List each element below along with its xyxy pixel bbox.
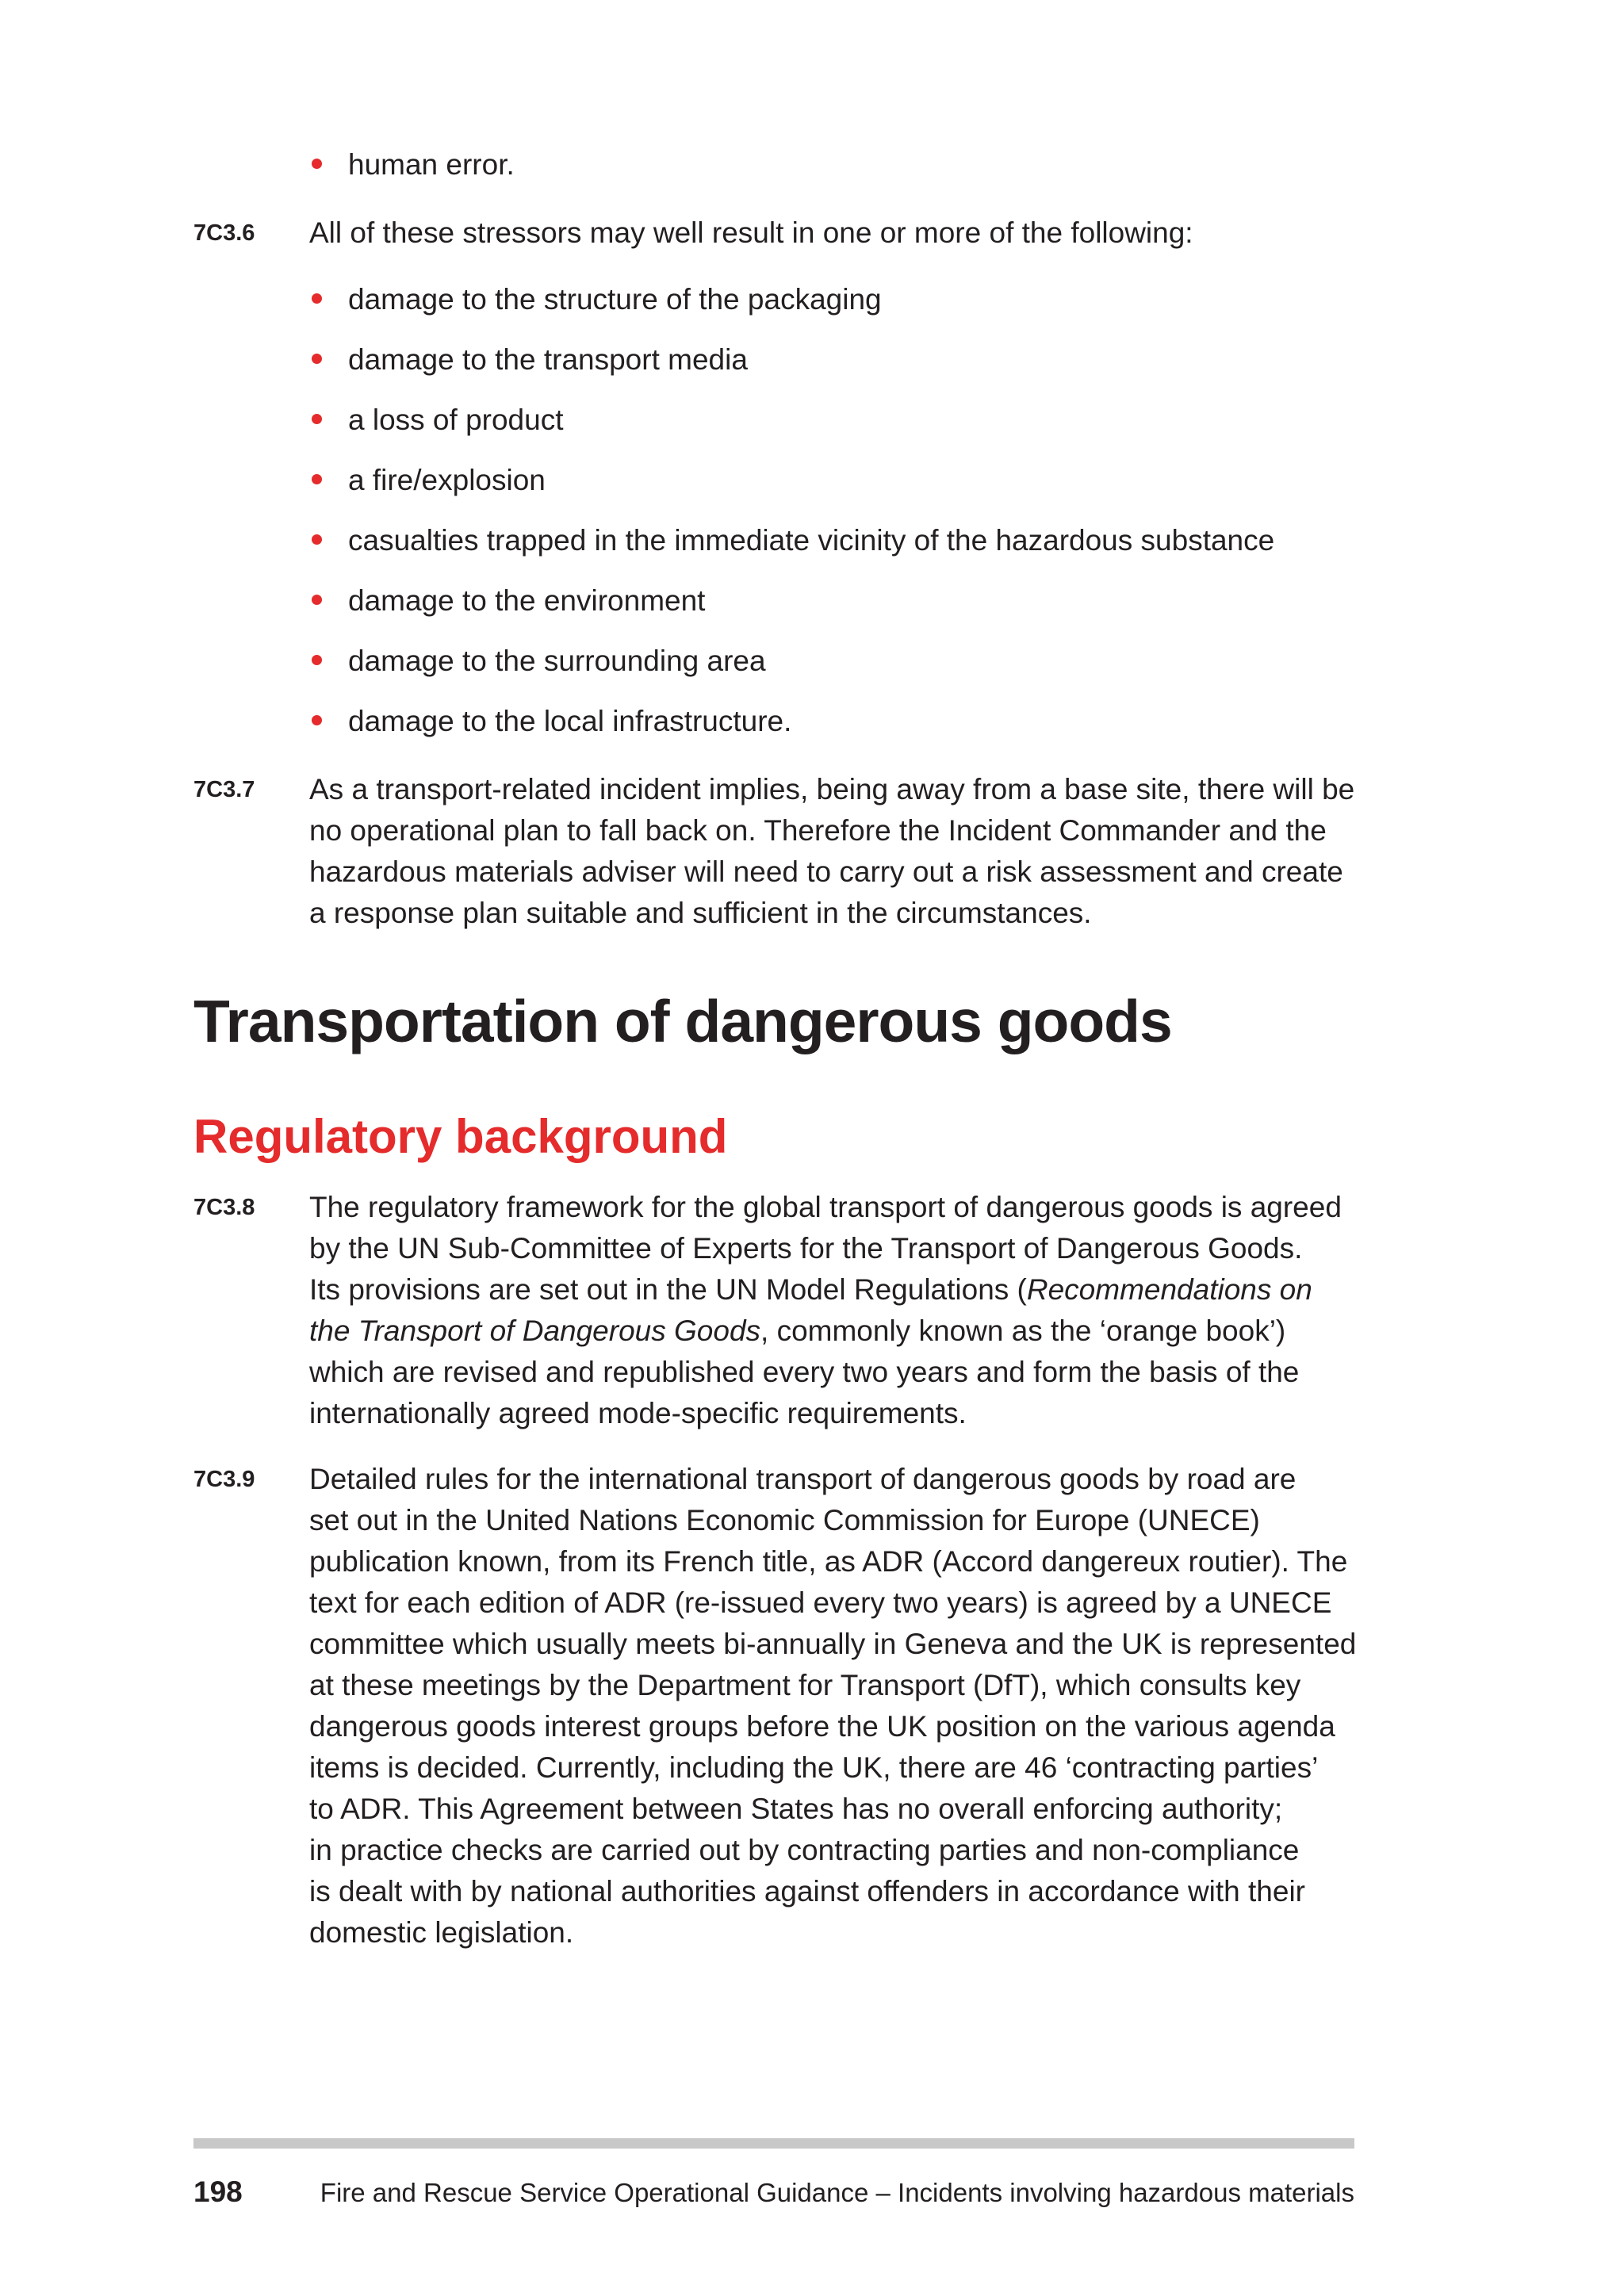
- text-run: Its provisions are set out in the UN Model Regulations (: [309, 1273, 1027, 1306]
- bullet-icon: [312, 474, 322, 484]
- text-line: items is decided. Currently, including the UK, there are 46 ‘contracting parties’: [309, 1751, 1319, 1784]
- paragraph-text: [309, 1459, 1546, 1954]
- page-number: 198: [193, 2175, 243, 2208]
- list-item-text: damage to the structure of the packaging: [348, 283, 882, 316]
- text-line: [309, 1269, 1546, 1311]
- list-item: [310, 281, 1274, 317]
- publication-title: the Transport of Dangerous Goods: [309, 1314, 761, 1347]
- running-footer-title: Fire and Rescue Service Operational Guidance – Incidents involving hazardous materials: [320, 2178, 1354, 2207]
- paragraph-number: 7C3.9: [193, 1467, 255, 1492]
- bullet-icon: [312, 354, 322, 364]
- list-item-text: casualties trapped in the immediate vicinity of the hazardous substance: [348, 524, 1275, 557]
- bullet-icon: [312, 159, 322, 169]
- bullet-icon: [312, 715, 322, 725]
- list-item: [310, 522, 1274, 558]
- bullet-icon: [312, 293, 322, 304]
- text-line: by the UN Sub-Committee of Experts for the Transport of Dangerous Goods.: [309, 1232, 1303, 1265]
- text-line: at these meetings by the Department for Transport (DfT), which consults key: [309, 1669, 1301, 1701]
- list-item: [310, 147, 515, 182]
- list-item: [310, 703, 1274, 739]
- text-line: publication known, from its French title, as ADR (Accord dangereux routier). The: [309, 1545, 1348, 1578]
- text-line: hazardous materials adviser will need to carry out a risk assessment and create: [309, 855, 1343, 888]
- bullet-list-continued: [310, 147, 515, 207]
- list-item-text: human error.: [348, 148, 515, 181]
- list-item: [310, 583, 1274, 618]
- bullet-icon: [312, 414, 322, 424]
- paragraph-text: [309, 769, 1546, 934]
- list-item: [310, 462, 1274, 498]
- text-line: dangerous goods interest groups before the UK position on the various agenda: [309, 1710, 1335, 1743]
- paragraph-number: 7C3.8: [193, 1195, 255, 1220]
- paragraph-number: 7C3.7: [193, 777, 255, 802]
- text-line: [309, 1311, 1546, 1352]
- bullet-list-consequences: [310, 281, 1274, 763]
- list-item-text: damage to the surrounding area: [348, 645, 766, 677]
- text-line: set out in the United Nations Economic Commission for Europe (UNECE): [309, 1504, 1260, 1536]
- text-run: , commonly known as the ‘orange book’): [760, 1314, 1286, 1347]
- bullet-icon: [312, 655, 322, 665]
- list-item: [310, 643, 1274, 679]
- section-heading: Transportation of dangerous goods: [193, 988, 1172, 1054]
- text-line: no operational plan to fall back on. Therefore the Incident Commander and the: [309, 814, 1327, 847]
- text-line: a response plan suitable and sufficient in the circumstances.: [309, 897, 1092, 929]
- text-line: is dealt with by national authorities against offenders in accordance with their: [309, 1875, 1305, 1908]
- list-item-text: a fire/explosion: [348, 464, 546, 496]
- text-line: which are revised and republished every two years and form the basis of the: [309, 1356, 1300, 1388]
- paragraph-number: 7C3.6: [193, 220, 255, 246]
- text-line: text for each edition of ADR (re-issued every two years) is agreed by a UNECE: [309, 1586, 1332, 1619]
- text-line: The regulatory framework for the global transport of dangerous goods is agreed: [309, 1191, 1342, 1223]
- list-item-text: damage to the environment: [348, 584, 706, 617]
- text-line: committee which usually meets bi-annually in Geneva and the UK is represented: [309, 1628, 1357, 1660]
- list-item-text: damage to the local infrastructure.: [348, 705, 792, 737]
- list-item: [310, 402, 1274, 438]
- text-line: domestic legislation.: [309, 1916, 574, 1949]
- bullet-icon: [312, 595, 322, 605]
- paragraph-text: [309, 212, 1546, 254]
- bullet-icon: [312, 534, 322, 545]
- text-line: internationally agreed mode-specific requirements.: [309, 1397, 967, 1429]
- list-item-text: a loss of product: [348, 404, 564, 436]
- list-item-text: damage to the transport media: [348, 343, 748, 376]
- list-item: [310, 342, 1274, 377]
- subsection-heading: Regulatory background: [193, 1110, 728, 1163]
- paragraph-text: [309, 1187, 1546, 1434]
- text-line: Detailed rules for the international transport of dangerous goods by road are: [309, 1463, 1297, 1495]
- publication-title: Recommendations on: [1026, 1273, 1312, 1306]
- text-line: All of these stressors may well result in one or more of the following:: [309, 216, 1193, 249]
- text-line: As a transport-related incident implies, being away from a base site, there will be: [309, 773, 1355, 806]
- text-line: to ADR. This Agreement between States has no overall enforcing authority;: [309, 1793, 1283, 1825]
- footer-divider: [193, 2138, 1354, 2149]
- text-line: in practice checks are carried out by contracting parties and non-compliance: [309, 1834, 1300, 1866]
